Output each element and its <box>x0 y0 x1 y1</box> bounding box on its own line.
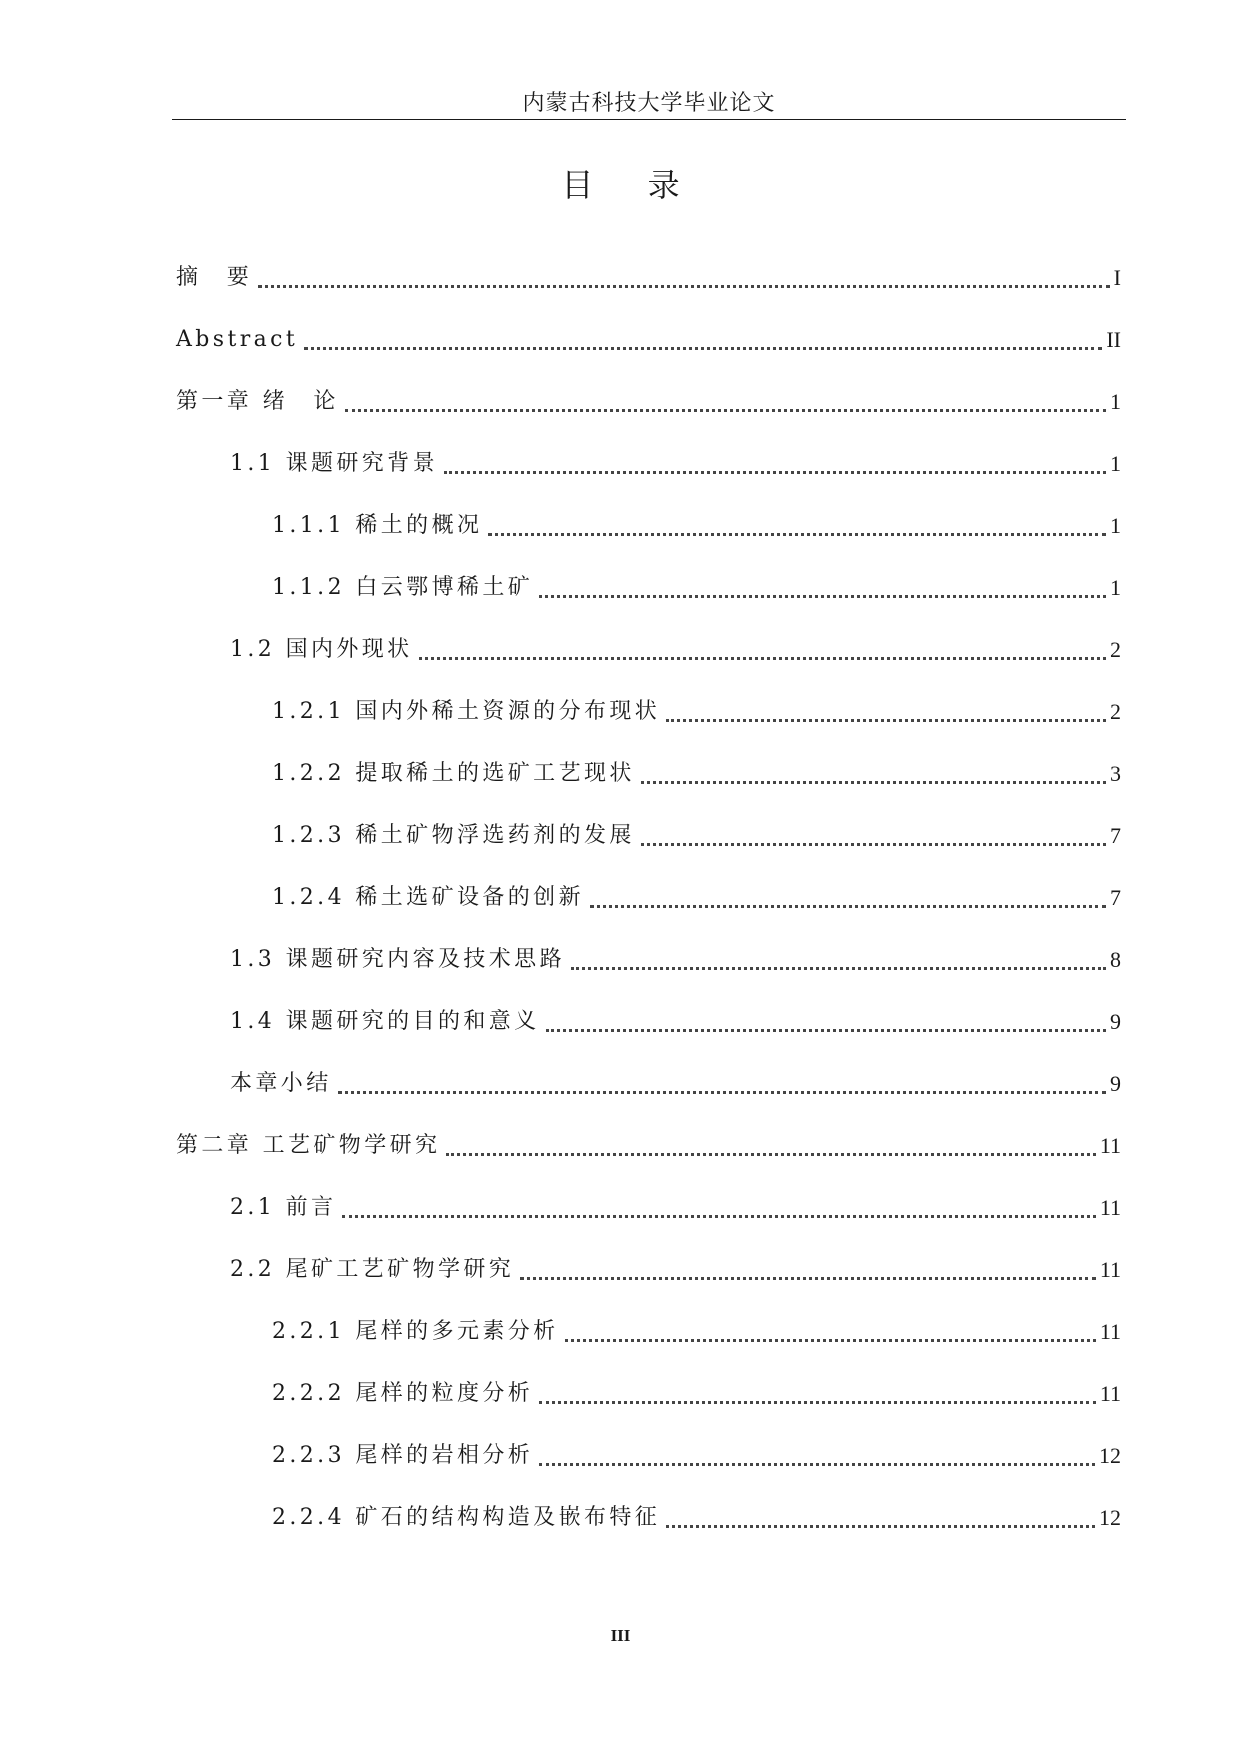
toc-entry[interactable] <box>230 1252 1121 1288</box>
dot-leader <box>571 967 1106 970</box>
toc-entry-page: 11 <box>1099 1257 1121 1282</box>
toc-entry[interactable] <box>272 756 1121 792</box>
toc-entry[interactable] <box>230 1066 1121 1102</box>
toc-entry[interactable] <box>176 1128 1121 1164</box>
toc-entry-page: 11 <box>1099 1319 1121 1344</box>
toc-entry-page: 2 <box>1110 699 1121 724</box>
toc-entry-label: 1.2.2 提取稀土的选矿工艺现状 <box>272 761 635 786</box>
toc-entry-label: 摘 要 <box>176 265 253 290</box>
toc-entry-page: 12 <box>1099 1505 1121 1530</box>
toc-entry-label: 2.2 尾矿工艺矿物学研究 <box>230 1257 515 1282</box>
toc-entry-label: 1.3 课题研究内容及技术思路 <box>230 947 565 972</box>
toc-entry-page: 2 <box>1110 637 1121 662</box>
toc-entry[interactable] <box>272 694 1121 730</box>
toc-entry-label: 本章小结 <box>230 1071 332 1096</box>
dot-leader <box>345 409 1106 412</box>
dot-leader <box>546 1029 1106 1032</box>
dot-leader <box>539 1401 1096 1404</box>
dot-leader <box>641 843 1106 846</box>
toc-entry-page: 12 <box>1099 1443 1121 1468</box>
toc-entry-page: 11 <box>1099 1195 1121 1220</box>
toc-entry[interactable] <box>230 942 1121 978</box>
dot-leader <box>641 781 1106 784</box>
dot-leader <box>539 595 1106 598</box>
toc-entry-page: II <box>1106 327 1121 352</box>
toc-entry-page: 7 <box>1110 885 1121 910</box>
toc-entry-label: 2.2.3 尾样的岩相分析 <box>272 1443 534 1468</box>
toc-entry-label: 2.2.2 尾样的粒度分析 <box>272 1381 534 1406</box>
toc-entry[interactable] <box>272 1438 1121 1474</box>
page-number: III <box>610 1626 631 1645</box>
toc-entry-page: 7 <box>1110 823 1121 848</box>
toc-entry-label: 1.2.4 稀土选矿设备的创新 <box>272 885 584 910</box>
dot-leader <box>539 1463 1095 1466</box>
toc-entry-label: 1.1.2 白云鄂博稀土矿 <box>272 575 534 600</box>
header-rule <box>172 119 1126 120</box>
toc-entry[interactable] <box>230 1004 1121 1040</box>
toc-entry[interactable] <box>272 1500 1121 1536</box>
dot-leader <box>590 905 1106 908</box>
toc-entry-page: 11 <box>1099 1133 1121 1158</box>
toc-entry-label: 第二章 工艺矿物学研究 <box>176 1133 441 1158</box>
dot-leader <box>565 1339 1096 1342</box>
toc-entry[interactable] <box>230 1190 1121 1226</box>
toc-entry[interactable] <box>176 384 1121 420</box>
toc-entry-label: 2.2.1 尾样的多元素分析 <box>272 1319 559 1344</box>
toc-entry[interactable] <box>230 632 1121 668</box>
dot-leader <box>419 657 1106 660</box>
toc-title: 目 录 <box>561 166 702 204</box>
dot-leader <box>304 347 1102 350</box>
toc-entry[interactable] <box>176 322 1121 358</box>
dot-leader <box>520 1277 1096 1280</box>
toc-entry-label: 1.4 课题研究的目的和意义 <box>230 1009 540 1034</box>
toc-entry[interactable] <box>272 880 1121 916</box>
toc-entry-label: Abstract <box>176 327 299 352</box>
toc-entry-page: 3 <box>1110 761 1121 786</box>
toc-entry-page: 1 <box>1110 389 1121 414</box>
toc-entry-label: 1.2 国内外现状 <box>230 637 413 662</box>
toc-entry[interactable] <box>272 1376 1121 1412</box>
toc-entry-label: 2.2.4 矿石的结构构造及嵌布特征 <box>272 1505 661 1530</box>
toc-entry-label: 第一章 绪 论 <box>176 389 339 414</box>
dot-leader <box>338 1091 1106 1094</box>
toc-entry-page: 8 <box>1110 947 1121 972</box>
toc-entry-page: 1 <box>1110 451 1121 476</box>
toc-entry[interactable] <box>176 260 1121 296</box>
dot-leader <box>446 1153 1095 1156</box>
toc-entry-page: 9 <box>1110 1071 1121 1096</box>
toc-entry-label: 1.1 课题研究背景 <box>230 451 438 476</box>
toc-entry-page: 9 <box>1110 1009 1121 1034</box>
running-header: 内蒙古科技大学毕业论文 <box>522 91 776 116</box>
toc-entry[interactable] <box>272 818 1121 854</box>
dot-leader <box>488 533 1106 536</box>
toc-entry-label: 1.1.1 稀土的概况 <box>272 513 483 538</box>
toc-entry[interactable] <box>272 1314 1121 1350</box>
dot-leader <box>666 719 1106 722</box>
dot-leader <box>444 471 1106 474</box>
toc-entry[interactable] <box>272 570 1121 606</box>
toc-entry-page: 1 <box>1110 575 1121 600</box>
toc-entry-label: 1.2.1 国内外稀土资源的分布现状 <box>272 699 661 724</box>
toc-entry-page: 11 <box>1099 1381 1121 1406</box>
toc-entry-label: 1.2.3 稀土矿物浮选药剂的发展 <box>272 823 635 848</box>
toc-entry[interactable] <box>272 508 1121 544</box>
dot-leader <box>666 1525 1095 1528</box>
toc-entry-page: I <box>1113 265 1121 290</box>
toc-entry-page: 1 <box>1110 513 1121 538</box>
dot-leader <box>342 1215 1095 1218</box>
toc-entry[interactable] <box>230 446 1121 482</box>
toc-entry-label: 2.1 前言 <box>230 1195 337 1220</box>
dot-leader <box>258 285 1109 288</box>
